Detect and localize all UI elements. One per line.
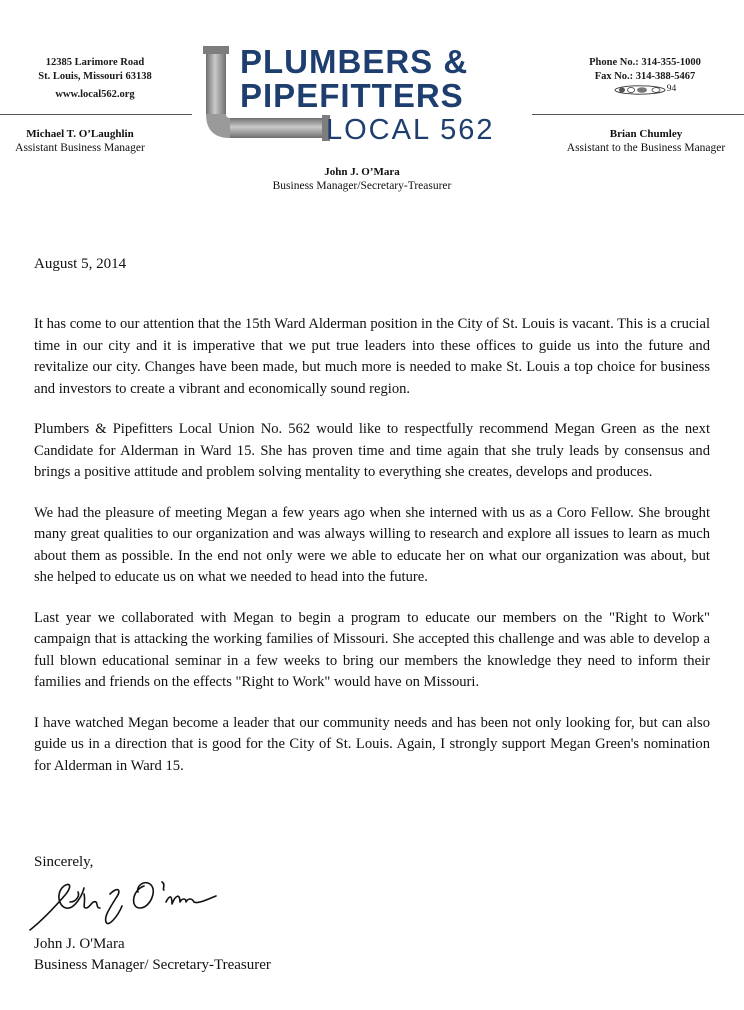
signer-name: John J. O'Mara [34, 936, 125, 952]
signer-title: Business Manager/ Secretary-Treasurer [34, 957, 271, 973]
paragraph-4: Last year we collaborated with Megan to begin a program to educate our members on the "Right to Work" campaign that is attacking the working families of Missouri. She accepted this challenge and was able to develop a full blown educational seminar in a few weeks to bring our members the knowledge they need to inform their families and friends on the effects "Right to Work" would have on Missouri. [34, 609, 710, 690]
website: www.local562.org [55, 89, 135, 100]
letter-date: August 5, 2014 [34, 256, 127, 272]
union-bug [556, 84, 734, 96]
paragraph-1: It has come to our attention that the 15th Ward Alderman position in the City of St. Louis is vacant. This is a crucial time in our city and it is imperative that we put true leaders into these offices to guide us into the future and revitalize our city. Changes have been made, but much more is needed to make St. Louis a top choice for business and investors to create a vibrant and economically sound region. [34, 316, 710, 397]
officer-left-name: Michael T. O’Laughlin [26, 128, 134, 140]
header-rule-left [0, 114, 192, 115]
paragraph-2: Plumbers & Pipefitters Local Union No. 562 would like to respectfully recommend Megan Green as the next Candidate for Alderman in Ward 15. She has proven time and time again that she truly leads by consensus and brings a positive attitude and problem solving mentality to everything she creates, develops and produces. [34, 421, 710, 480]
officer-right [548, 127, 744, 155]
fax-number: Fax No.: 314-388-5467 [594, 70, 696, 82]
signer-block [34, 934, 271, 976]
union-contact-block [556, 56, 734, 96]
union-bug-number: 94 [666, 84, 677, 95]
union-label-icon [614, 85, 666, 95]
phone-number: Phone No.: 314-355-1000 [589, 57, 701, 68]
letter-body [34, 314, 710, 796]
header-rule-right [532, 114, 744, 115]
address-city: St. Louis, Missouri 63138 [38, 70, 152, 82]
logo-text-pipefitters: PIPEFITTERS [240, 77, 464, 114]
address-street: 12385 Larimore Road [45, 57, 145, 68]
logo-text-local: LOCAL 562 [326, 114, 495, 146]
officer-center-title: Business Manager/Secretary-Treasurer [272, 180, 452, 192]
logo-text-plumbers: PLUMBERS & [240, 43, 469, 80]
union-address-block [0, 56, 190, 102]
officer-center [240, 165, 484, 193]
paragraph-3: We had the pleasure of meeting Megan a few years ago when she interned with us as a Coro Fellow. She brought many great qualities to our organization and was always willing to research and explore all issues to learn as much about them as possible. In the end not only were we able to educate her on what our organization was about, but she helped to educate us on what we needed to head into the future. [34, 504, 710, 585]
officer-right-name: Brian Chumley [609, 128, 683, 140]
officer-left-title: Assistant Business Manager [15, 142, 145, 154]
officer-center-name: John J. O’Mara [324, 166, 400, 178]
officer-right-title: Assistant to the Business Manager [566, 142, 726, 154]
handwritten-signature [26, 872, 242, 936]
closing: Sincerely, [34, 854, 94, 870]
officer-left [0, 127, 160, 155]
paragraph-5: I have watched Megan become a leader that our community needs and has been not only looking for, but can also guide us in a direction that is good for the City of St. Louis. Again, I strongly support Megan Green's nomination for Alderman in Ward 15. [34, 714, 710, 774]
